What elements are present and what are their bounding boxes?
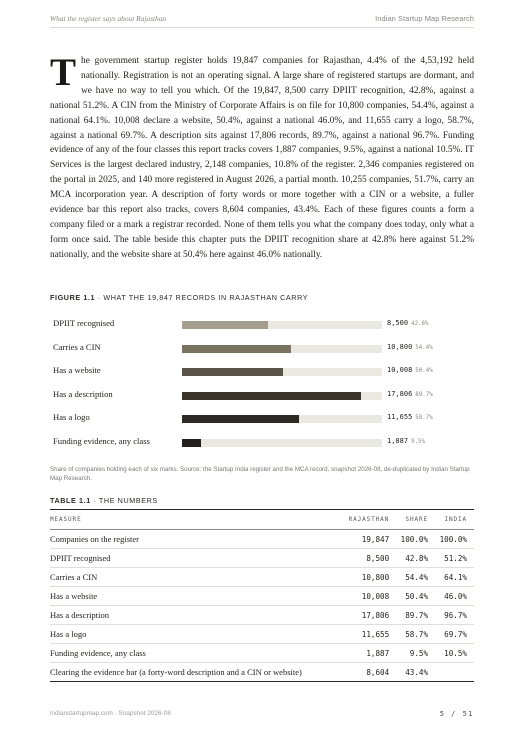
bar-share: 42.8% <box>411 321 429 327</box>
table-row <box>50 625 474 644</box>
chapter-title: What the register says about Rajasthan <box>50 14 167 23</box>
cell-measure: Clearing the evidence bar (a forty-word description and a CIN or website) <box>50 667 302 677</box>
page-separator: / <box>451 710 457 718</box>
cell-share: 100.0% <box>396 530 435 549</box>
cell-rajasthan: 10,008 <box>342 587 396 606</box>
bar-count: 8,500 <box>387 319 409 327</box>
cell-india: 64.1% <box>435 568 474 587</box>
table-header-row <box>50 510 474 530</box>
table-row <box>50 549 474 568</box>
figure-number: FIGURE 1.1 <box>50 293 96 302</box>
column-header-india: INDIA <box>435 510 474 530</box>
figure-caption: Share of companies holding each of six marks. Source: the Startup India register and the MCA record, snapshot 2026-08, de-duplicated by Indian Startup Map Research. <box>50 466 470 483</box>
bar-category-label: Funding evidence, any class <box>53 435 150 446</box>
cell-rajasthan: 1,887 <box>342 644 396 663</box>
page-number <box>440 710 474 718</box>
column-header-rajasthan: RAJASTHAN <box>342 510 396 530</box>
bar-track <box>182 415 382 423</box>
bar-category-label: Carries a CIN <box>53 341 101 352</box>
table-row <box>50 644 474 663</box>
total-pages: 51 <box>462 710 474 718</box>
body-text: he government startup register holds 19,847 companies for Rajasthan, 4.4% of the 4,53,192 held nationally. Registration is not an operating signal. A large share of registered startups are dormant, and we have no way to tell you which. Of the 19,847, 8,500 carry DPIIT recognition, 42.8%, against a national 51.2%. A CIN from the Ministry of Corporate Affairs is on file for 10,800 companies, 54.4%, against a national 64.1%. 10,008 declare a website, 50.4%, against a national 46.0%, and 11,655 carry a logo, 58.7%, against a national 69.7%. A description sits against 17,806 records, 89.7%, against a national 96.7%. Funding evidence of any of the four classes this report tracks covers 1,887 companies, 9.5%, against a national 10.5%. IT Services is the largest declared industry, 2,148 companies, 10.8% of the register. 2,346 companies registered on the portal in 2025, and 140 more registered in August 2026, a partial month. 10,255 companies, 51.7%, carry an MCA incorporation year. A description of forty words or more together with a CIN or a website, a fuller evidence bar this report also tracks, covers 8,604 companies, 43.4%. Each of these figures counts a form a company filed or a mark a registrar recorded. None of them tells you what the company does today, only what a form once said. The table beside this chapter puts the DPIIT recognition share at 42.8% here against 51.2% nationally, and the website share at 50.4% here against 46.0% nationally. <box>50 56 474 260</box>
table-number: TABLE 1.1 <box>50 496 91 505</box>
bar-count: 1,887 <box>387 436 409 445</box>
cell-india: 46.0% <box>435 587 474 606</box>
drop-cap: T <box>50 51 77 94</box>
cell-india: 69.7% <box>435 625 474 644</box>
bar-fill <box>182 415 299 423</box>
table-row <box>50 663 474 682</box>
cell-measure: Has a logo <box>50 625 342 644</box>
cell-share: 58.7% <box>396 625 435 644</box>
cell-measure: Companies on the register <box>50 530 342 549</box>
current-page: 5 <box>439 710 446 718</box>
table-row <box>50 530 474 549</box>
bar-category-label: Has a description <box>53 388 113 399</box>
running-header <box>50 14 474 28</box>
bar-category-label: Has a logo <box>53 412 90 423</box>
figure-separator: · <box>97 293 104 302</box>
cell-rajasthan: 8,500 <box>342 549 396 568</box>
cell-share: 42.8% <box>396 549 435 568</box>
cell-share: 54.4% <box>396 568 435 587</box>
table-body <box>50 530 474 682</box>
cell-rajasthan: 17,806 <box>342 606 396 625</box>
publication-name: Indian Startup Map Research <box>375 14 474 23</box>
cell-measure: Carries a CIN <box>50 568 342 587</box>
cell-measure: Has a description <box>50 606 342 625</box>
bar-row <box>50 337 474 361</box>
bar-share: 50.4% <box>415 368 433 375</box>
bar-track <box>182 321 382 329</box>
bar-share: 54.4% <box>415 344 433 351</box>
bar-category-label: DPIIT recognised <box>53 318 115 328</box>
bar-value-label <box>387 390 433 398</box>
table-title: THE NUMBERS <box>98 496 158 505</box>
bar-count: 11,655 <box>387 413 413 422</box>
bar-row <box>50 384 474 408</box>
cell-rajasthan: 11,655 <box>342 625 396 644</box>
column-header-measure: MEASURE <box>50 510 342 530</box>
bar-fill <box>182 368 283 376</box>
body-paragraph <box>50 51 474 263</box>
cell-india <box>435 663 474 682</box>
cell-share: 43.4% <box>405 667 429 677</box>
bar-fill <box>182 439 201 447</box>
column-header-share: SHARE <box>396 510 435 530</box>
table-row <box>50 587 474 606</box>
footer-source: indianstartupmap.com · Snapshot 2026-08 <box>50 710 171 717</box>
bar-share: 89.7% <box>415 391 433 398</box>
figure-title: WHAT THE 19,847 RECORDS IN RAJASTHAN CARRY <box>103 293 309 302</box>
bar-fill <box>182 321 268 329</box>
cell-rajasthan: 19,847 <box>342 530 396 549</box>
bar-track <box>182 368 382 376</box>
bar-track <box>182 392 382 400</box>
bar-row <box>50 313 474 337</box>
cell-share: 9.5% <box>396 644 435 663</box>
cell-rajasthan: 8,604 <box>366 667 390 677</box>
table-separator: · <box>93 496 99 505</box>
bar-fill <box>182 345 291 353</box>
bar-value-label <box>387 413 433 421</box>
bar-track <box>182 345 382 353</box>
bar-share: 9.5% <box>411 438 426 445</box>
numbers-table <box>50 509 474 682</box>
cell-india: 96.7% <box>435 606 474 625</box>
cell-india: 10.5% <box>435 644 474 663</box>
cell-measure: DPIIT recognised <box>50 549 342 568</box>
bar-value-label <box>387 319 429 327</box>
bar-count: 10,800 <box>387 342 413 351</box>
cell-india: 51.2% <box>435 549 474 568</box>
bar-track <box>182 439 382 447</box>
bar-value-label <box>387 366 433 374</box>
figure-label <box>50 293 308 302</box>
cell-measure: Has a website <box>50 587 342 606</box>
cell-share: 50.4% <box>396 587 435 606</box>
cell-india: 100.0% <box>435 530 474 549</box>
bar-chart <box>50 313 474 455</box>
bar-row <box>50 407 474 431</box>
bar-fill <box>182 392 361 400</box>
bar-row <box>50 360 474 384</box>
bar-count: 10,008 <box>387 366 413 375</box>
table-row <box>50 606 474 625</box>
cell-rajasthan: 10,800 <box>342 568 396 587</box>
cell-measure: Funding evidence, any class <box>50 644 342 663</box>
bar-value-label <box>387 437 425 445</box>
bar-category-label: Has a website <box>53 365 101 376</box>
cell-share: 89.7% <box>396 606 435 625</box>
page-footer <box>50 710 474 718</box>
bar-value-label <box>387 343 433 351</box>
bar-count: 17,806 <box>387 389 413 398</box>
bar-share: 58.7% <box>415 415 433 422</box>
bar-row <box>50 431 474 455</box>
table-label <box>50 496 158 505</box>
table-row <box>50 568 474 587</box>
